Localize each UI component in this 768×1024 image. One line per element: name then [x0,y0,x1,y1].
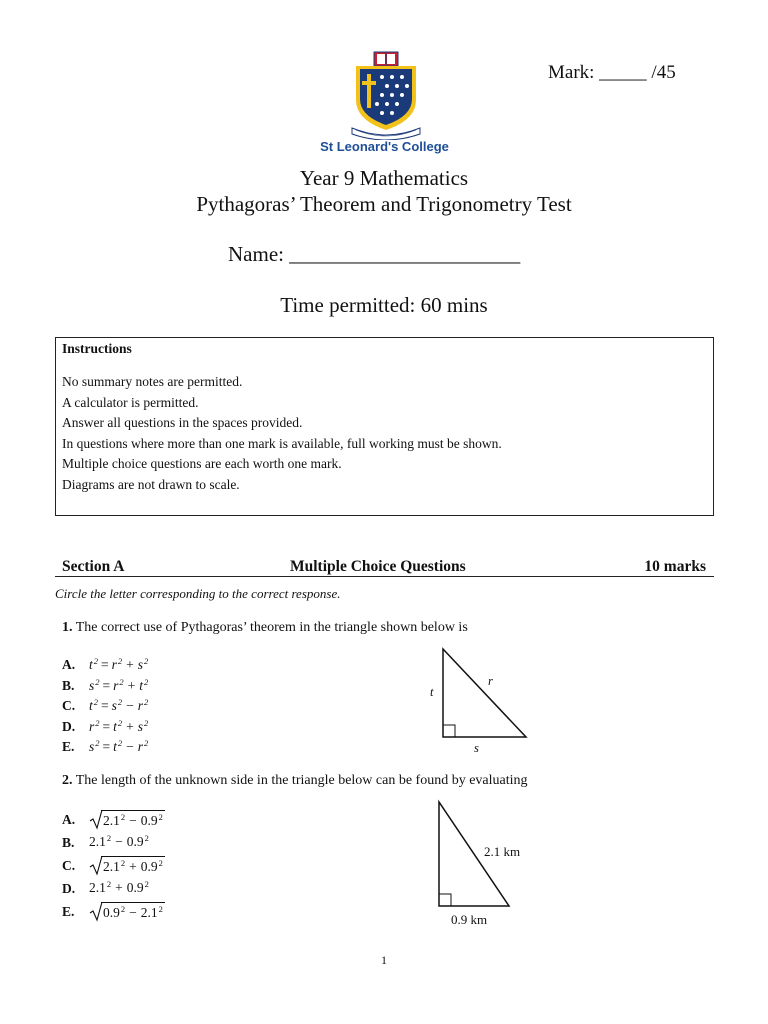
variable: t [89,657,93,672]
number: 2.1 [89,880,106,895]
variable: t [139,678,144,693]
exponent: 2 [144,677,149,687]
variable: t [113,739,117,754]
variable: s [111,698,117,713]
exponent: 2 [158,812,163,822]
exponent: 2 [117,656,123,666]
option-expression [89,833,149,850]
option-letter: D. [62,881,76,896]
question-number: 2. [62,773,73,788]
operator: + [127,678,136,693]
triangle-hypotenuse-label: 2.1 km [484,844,521,859]
option-expression [89,697,148,714]
instruction-line: Multiple choice questions are each worth one mark. [62,456,342,471]
question-2 [62,773,528,789]
exponent: 2 [95,738,100,748]
exponent: 2 [144,697,149,707]
instruction-line: Answer all questions in the spaces provided. [62,415,303,430]
operator: − [129,905,137,920]
square-root-sign [89,856,165,875]
section-marks: 10 marks [644,558,706,575]
triangle-side-label-s: s [474,741,479,755]
exponent: 2 [144,656,149,666]
number: 2.1 [89,834,106,849]
equals-sign: = [102,678,111,693]
question-text: The length of the unknown side in the triangle below can be found by evaluating [75,773,528,788]
variable: r [111,657,117,672]
operator: + [115,880,123,895]
exponent: 2 [106,879,112,889]
exponent: 2 [117,738,123,748]
section-instruction: Circle the letter corresponding to the correct response. [55,586,341,601]
number: 2.1 [103,813,120,828]
operator: + [126,657,134,672]
exponent: 2 [95,718,100,728]
option-letter: C. [62,858,76,873]
exponent: 2 [117,718,123,728]
variable: t [113,719,117,734]
variable: r [89,719,95,734]
option-expression [89,656,148,673]
page-number: 1 [381,953,387,967]
option-letter: D. [62,719,76,734]
question-1 [62,620,468,636]
option-expression [89,810,165,829]
square-root-sign [89,902,165,921]
exponent: 2 [106,833,112,843]
number: 0.9 [140,813,158,828]
time-permitted: Time permitted: 60 mins [280,293,488,317]
option-expression [89,718,148,735]
exponent: 2 [158,904,163,914]
exponent: 2 [119,677,124,687]
exponent: 2 [117,697,123,707]
exponent: 2 [120,904,126,914]
exponent: 2 [93,656,99,666]
exponent: 2 [144,718,149,728]
instruction-line: In questions where more than one mark is available, full working must be shown. [62,435,502,451]
triangle-side-label-r: r [488,674,493,688]
operator: − [126,739,134,754]
instructions-title: Instructions [62,341,132,356]
instruction-line: A calculator is permitted. [62,394,199,410]
instruction-line: Diagrams are not drawn to scale. [62,476,240,492]
section-title: Multiple Choice Questions [290,558,466,575]
variable: t [89,698,93,713]
option-letter: E. [62,904,75,919]
square-root-sign [89,810,165,829]
exponent: 2 [120,858,126,868]
instructions-box [55,337,714,516]
number: 0.9 [126,880,144,895]
variable: s [137,657,144,672]
option-letter: B. [62,678,75,693]
exponent: 2 [93,697,99,707]
option-letter: E. [62,739,75,754]
variable: s [89,678,95,693]
section-header [55,557,714,577]
operator: − [129,813,137,828]
number: 0.9 [126,834,144,849]
college-name: St Leonard's College [320,139,449,154]
variable: r [137,698,144,713]
section-name: Section A [62,558,125,575]
equals-sign: = [101,657,109,672]
operator: − [115,834,123,849]
exponent: 2 [95,677,100,687]
number: 0.9 [103,905,120,920]
option-expression [89,902,165,921]
triangle-side-label-t: t [430,685,434,699]
option-letter: A. [62,657,76,672]
option-letter: A. [62,812,76,827]
question-number: 1. [62,620,73,635]
question-text: The correct use of Pythagoras’ theorem in the triangle shown below is [75,620,468,635]
equals-sign: = [102,739,111,754]
option-expression [89,677,148,694]
number: 2.1 [103,859,120,874]
operator: − [126,698,134,713]
option-expression [89,856,165,875]
number: 0.9 [140,859,158,874]
variable: s [137,719,144,734]
option-expression [89,879,149,896]
option-letter: B. [62,835,75,850]
operator: + [129,859,137,874]
college-crest-logo [350,50,422,140]
number: 2.1 [140,905,158,920]
test-title-subject: Year 9 Mathematics [299,166,469,190]
test-title-topic: Pythagoras’ Theorem and Trigonometry Test [196,192,572,216]
operator: + [126,719,134,734]
exponent: 2 [120,812,126,822]
variable: r [137,739,144,754]
exponent: 2 [158,858,163,868]
variable: s [89,739,95,754]
question-1-triangle-diagram [437,645,537,745]
option-letter: C. [62,698,76,713]
student-name-field: Name: ______________________ [228,242,521,266]
equals-sign: = [102,719,111,734]
option-expression [89,738,148,755]
instruction-line: No summary notes are permitted. [62,374,243,389]
mark-field: Mark: _____ /45 [548,62,676,83]
triangle-base-label: 0.9 km [451,912,488,927]
exponent: 2 [144,738,149,748]
equals-sign: = [101,698,109,713]
exponent: 2 [144,879,149,889]
exponent: 2 [144,833,149,843]
variable: r [113,678,119,693]
